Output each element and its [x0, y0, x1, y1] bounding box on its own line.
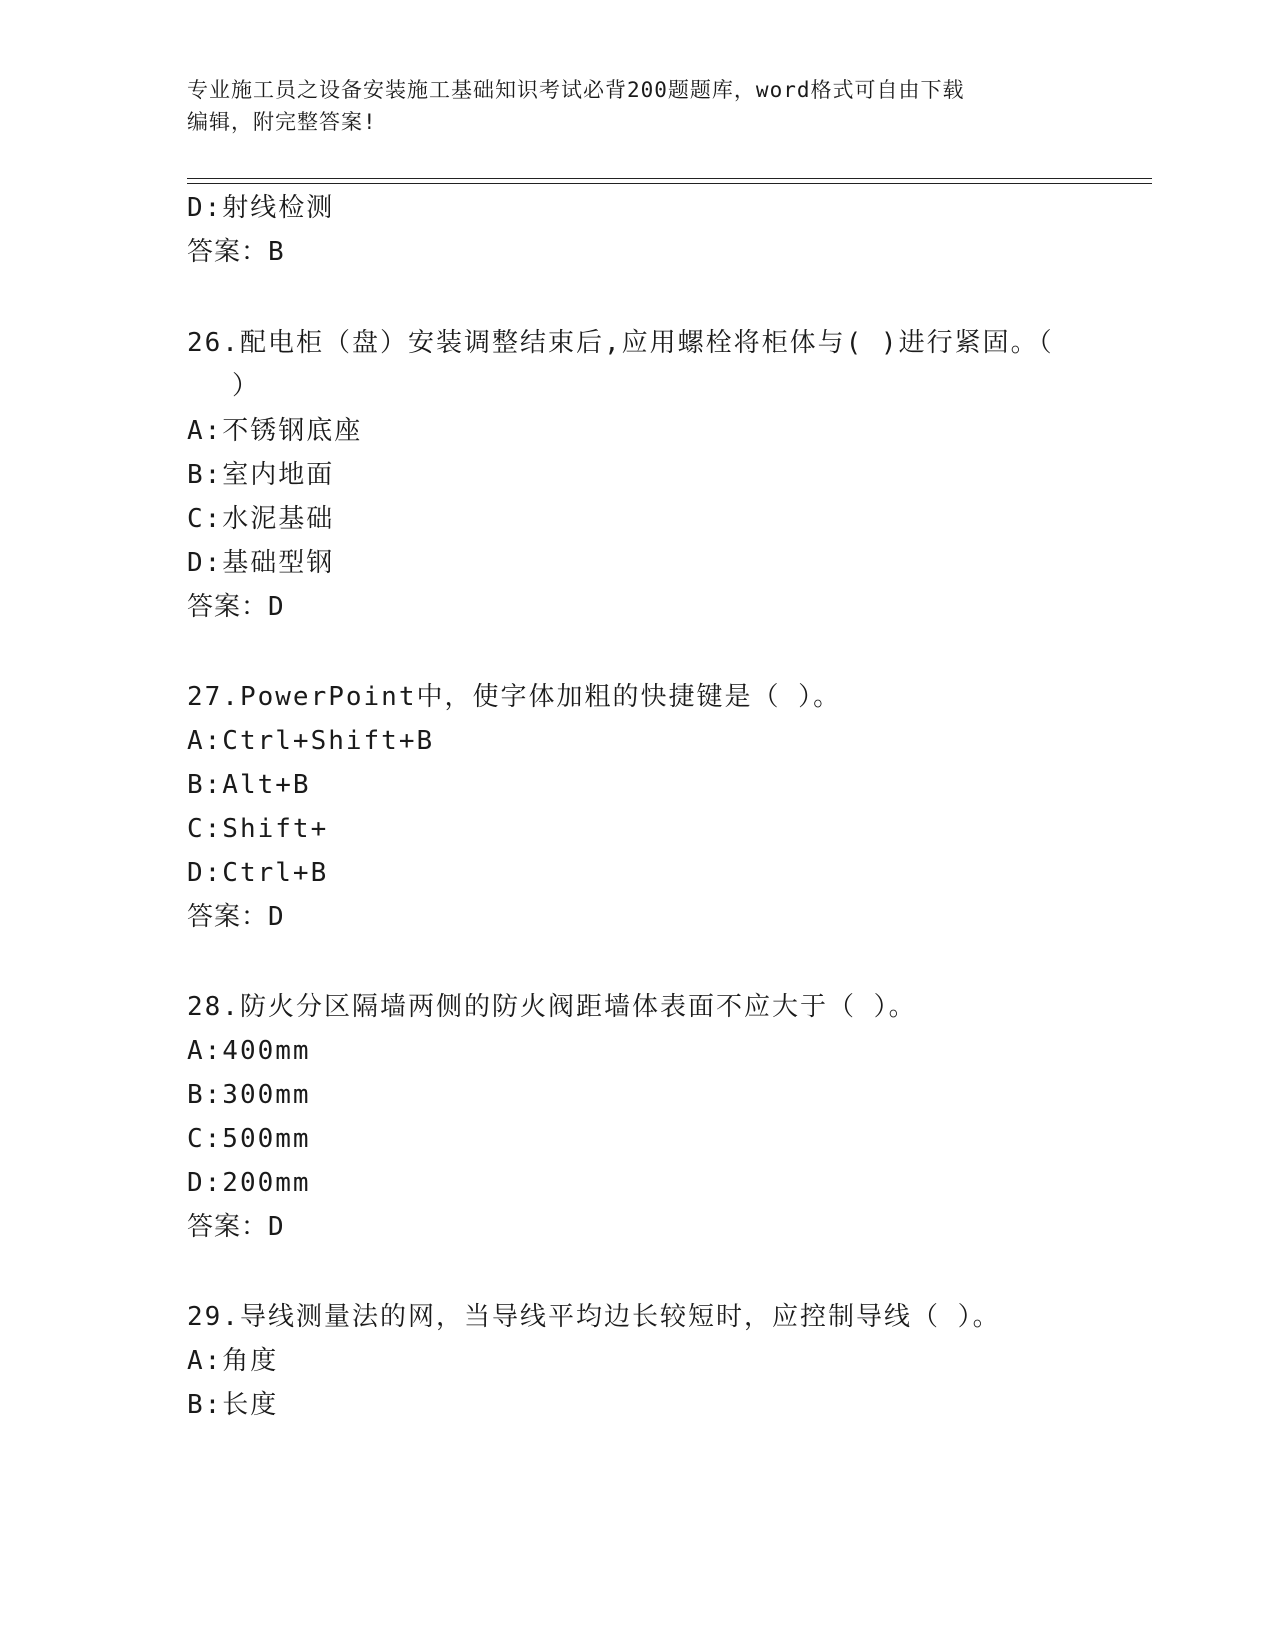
document-header [187, 74, 1087, 138]
q27-option-c: C:Shift+ [187, 814, 329, 844]
header-divider-top [187, 178, 1152, 179]
q27-answer: 答案：D [187, 902, 285, 932]
q26-option-c: C:水泥基础 [187, 504, 335, 534]
q27-option-d: D:Ctrl+B [187, 858, 329, 888]
q26-question-line-1: 26.配电柜（盘）安装调整结束后,应用螺栓将柜体与( )进行紧固。（ [187, 328, 1054, 358]
q26-option-b: B:室内地面 [187, 460, 335, 490]
q28-option-d: D:200mm [187, 1168, 311, 1198]
q26-answer: 答案：D [187, 592, 285, 622]
q28-option-a: A:400mm [187, 1036, 311, 1066]
q27-question: 27.PowerPoint中，使字体加粗的快捷键是（ ）。 [187, 682, 842, 712]
q27-option-a: A:Ctrl+Shift+B [187, 726, 435, 756]
q29-option-a: A:角度 [187, 1346, 279, 1376]
header-title-line-2: 编辑，附完整答案! [187, 110, 377, 134]
q28-option-c: C:500mm [187, 1124, 311, 1154]
q26-option-a: A:不锈钢底座 [187, 416, 363, 446]
q25-answer: 答案：B [187, 237, 285, 267]
header-title-line-1: 专业施工员之设备安装施工基础知识考试必背200题题库，word格式可自由下载 [187, 78, 965, 102]
q28-answer: 答案：D [187, 1212, 285, 1242]
q27-option-b: B:Alt+B [187, 770, 311, 800]
q25-option-d: D:射线检测 [187, 193, 335, 223]
q29-option-b: B:长度 [187, 1390, 279, 1420]
q28-question: 28.防火分区隔墙两侧的防火阀距墙体表面不应大于（ ）。 [187, 992, 917, 1022]
header-divider-bottom [187, 183, 1152, 184]
q26-question-line-2: ） [232, 371, 261, 401]
q29-question: 29.导线测量法的网，当导线平均边长较短时，应控制导线（ ）。 [187, 1302, 1001, 1332]
q26-option-d: D:基础型钢 [187, 548, 335, 578]
q28-option-b: B:300mm [187, 1080, 311, 1110]
